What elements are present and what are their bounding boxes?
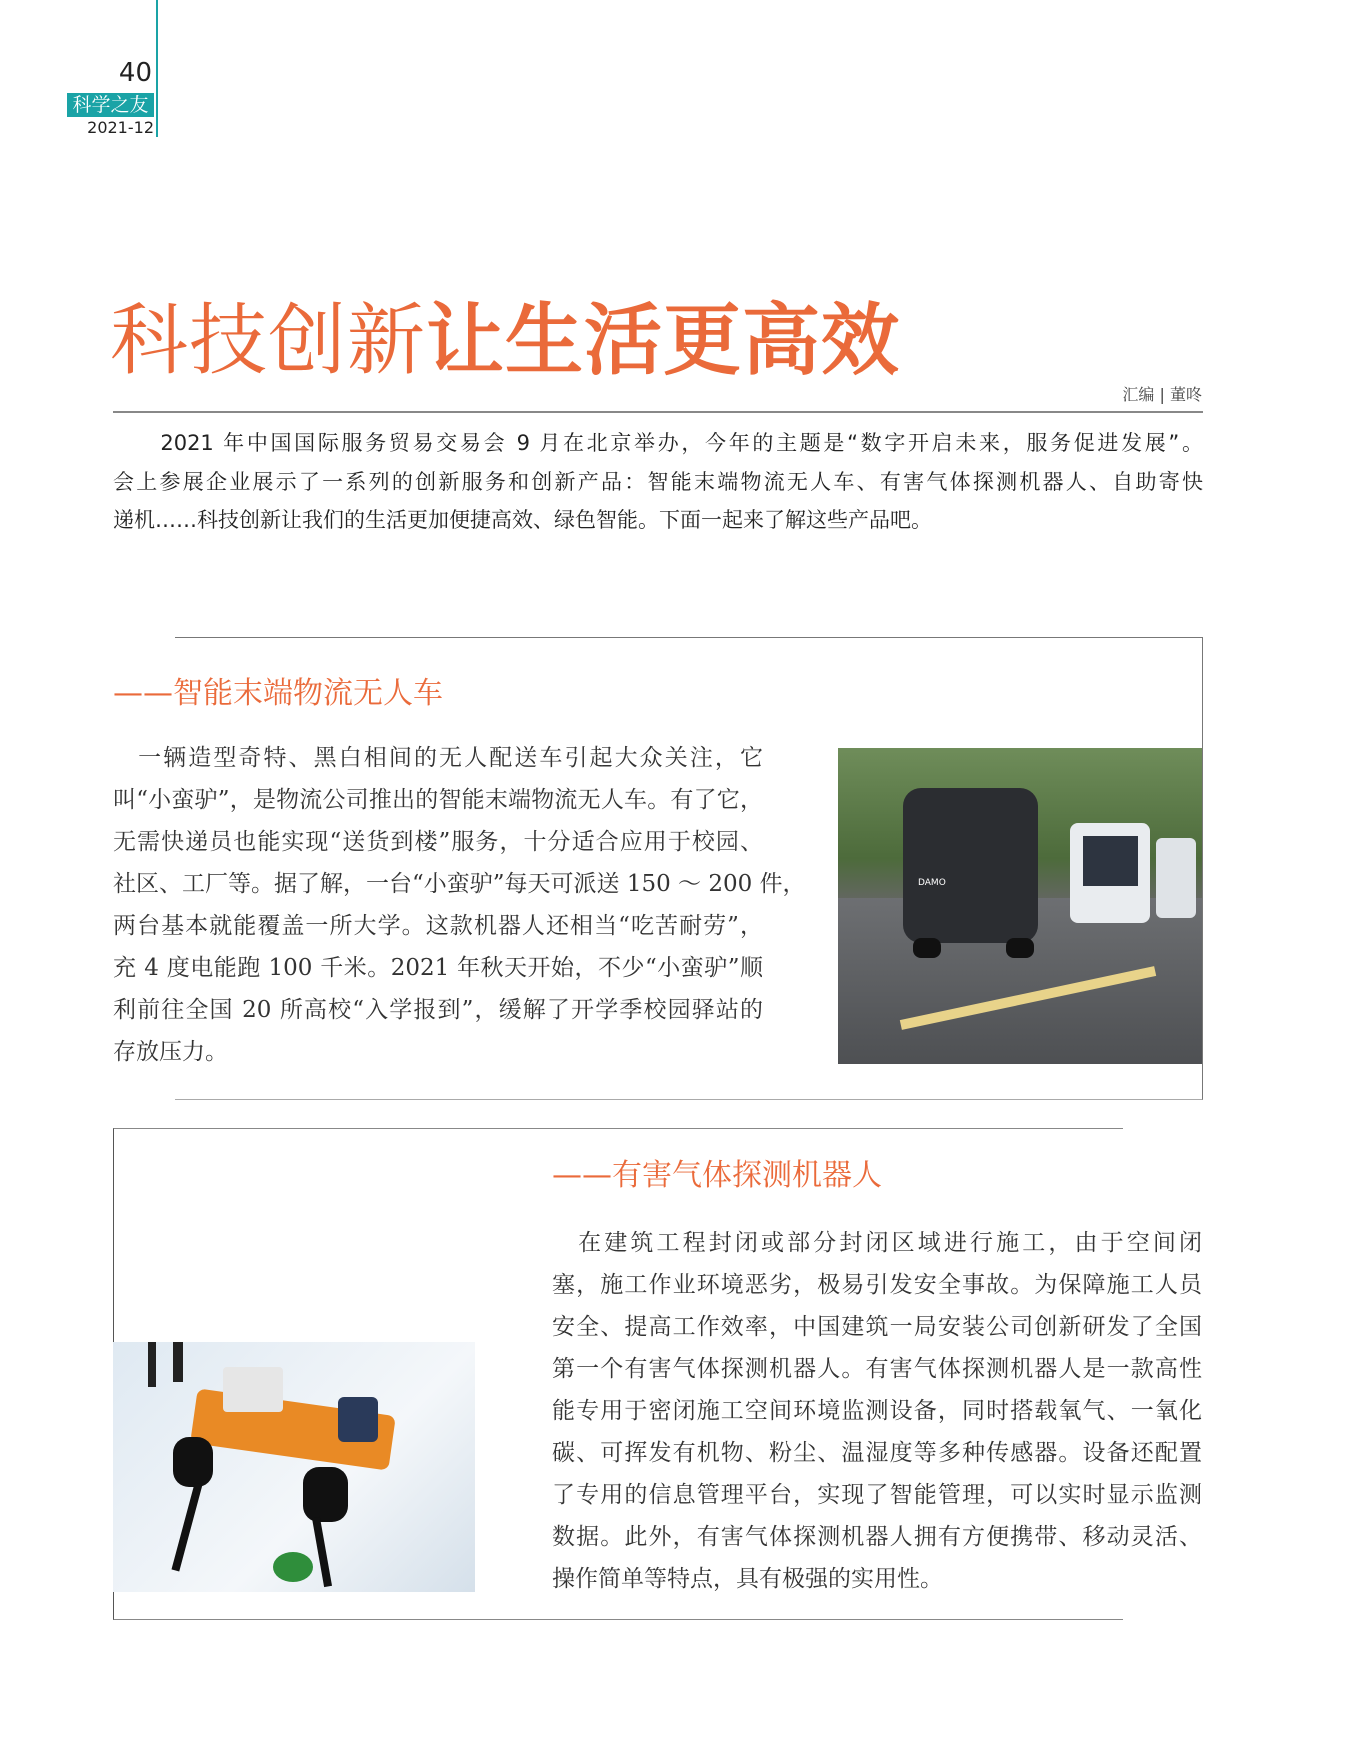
intro-paragraph <box>113 424 1203 540</box>
body-line: 充 4 度电能跑 100 千米。2021 年秋天开始，不少“小蛮驴”顺 <box>113 955 763 981</box>
title-bold: 让生活更高效 <box>426 296 901 386</box>
section-body <box>552 1222 1202 1600</box>
body-line: 了专用的信息管理平台，实现了智能管理，可以实时显示监测 <box>552 1482 1202 1508</box>
body-line: 在建筑工程封闭或部分封闭区域进行施工，由于空间闭 <box>552 1230 1202 1256</box>
body-line: 一辆造型奇特、黑白相间的无人配送车引起大众关注，它 <box>113 745 763 771</box>
byline: 汇编 | 董咚 <box>1122 385 1202 404</box>
body-line: 塞，施工作业环境恶劣，极易引发安全事故。为保障施工人员 <box>552 1272 1202 1298</box>
body-line: 碳、可挥发有机物、粉尘、温湿度等多种传感器。设备还配置 <box>552 1440 1202 1466</box>
gas-detection-robot-photo <box>113 1342 475 1592</box>
vehicle-logo: DAMO <box>918 878 946 888</box>
intro-line: 递机……科技创新让我们的生活更加便捷高效、绿色智能。下面一起来了解这些产品吧。 <box>113 508 932 532</box>
body-line: 数据。此外，有害气体探测机器人拥有方便携带、移动灵活、 <box>552 1524 1202 1550</box>
body-line: 两台基本就能覆盖一所大学。这款机器人还相当“吃苦耐劳”， <box>113 913 763 939</box>
delivery-vehicle-photo <box>838 748 1202 1064</box>
body-line: 存放压力。 <box>113 1039 228 1065</box>
body-line: 无需快递员也能实现“送货到楼”服务，十分适合应用于校园、 <box>113 829 763 855</box>
section-heading: ——有害气体探测机器人 <box>552 1158 882 1193</box>
issue-date: 2021-12 <box>87 118 154 137</box>
title-light: 科技创新 <box>110 296 427 386</box>
body-line: 第一个有害气体探测机器人。有害气体探测机器人是一款高性 <box>552 1356 1202 1382</box>
body-line: 叫“小蛮驴”，是物流公司推出的智能末端物流无人车。有了它， <box>113 787 763 813</box>
section-body <box>113 737 806 1073</box>
section-heading: ——智能末端物流无人车 <box>113 676 443 711</box>
magazine-name: 科学之友 <box>67 93 154 117</box>
title-rule <box>113 411 1203 413</box>
article-title <box>110 278 900 390</box>
body-line: 能专用于密闭施工空间环境监测设备，同时搭载氧气、一氧化 <box>552 1398 1202 1424</box>
body-line: 社区、工厂等。据了解，一台“小蛮驴”每天可派送 150 ～ 200 件， <box>113 871 806 897</box>
body-line: 利前往全国 20 所高校“入学报到”，缓解了开学季校园驿站的 <box>113 997 763 1023</box>
intro-line: 2021 年中国国际服务贸易交易会 9 月在北京举办，今年的主题是“数字开启未来，服务促进发展”。 <box>113 431 1203 455</box>
page-number: 40 <box>118 58 152 88</box>
body-line: 安全、提高工作效率，中国建筑一局安装公司创新研发了全国 <box>552 1314 1202 1340</box>
body-line: 操作简单等特点，具有极强的实用性。 <box>552 1566 943 1592</box>
header-divider <box>156 0 158 137</box>
intro-line: 会上参展企业展示了一系列的创新服务和创新产品：智能末端物流无人车、有害气体探测机器人、自助寄快 <box>113 469 1203 494</box>
